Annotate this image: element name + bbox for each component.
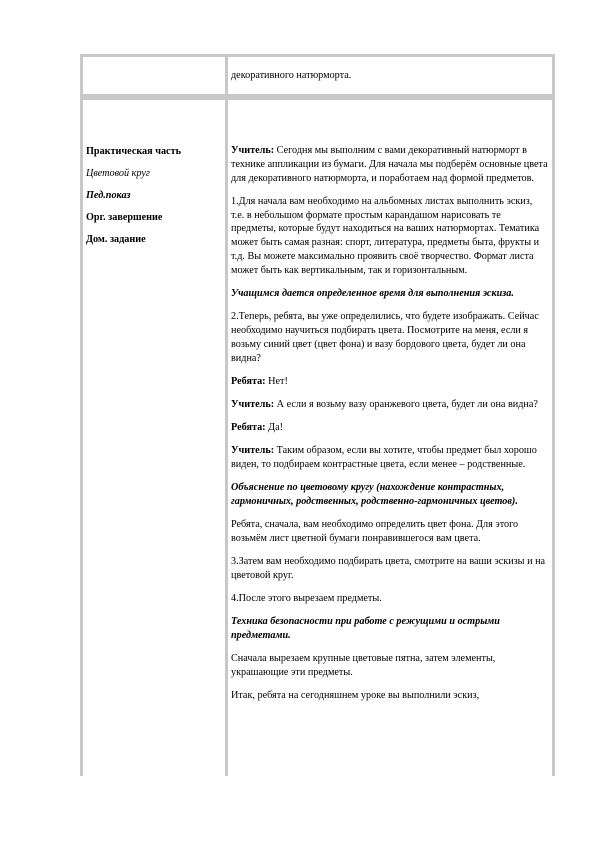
paragraph-text: Ребята, сначала, вам необходимо определить цвет фона. Для этого возьмём лист цветной бумаги понравившегося вам цвета. xyxy=(231,519,519,545)
lesson-content xyxy=(228,100,552,703)
speaker-label: Ребята: xyxy=(231,422,266,434)
stage-cell xyxy=(80,54,225,97)
dialogue-line xyxy=(231,444,548,472)
stage-label: Пед.показ xyxy=(86,190,131,201)
paragraph xyxy=(231,652,548,680)
lesson-plan-table xyxy=(80,54,555,776)
speaker-label: Учитель: xyxy=(231,145,275,156)
dialogue-line xyxy=(231,421,548,435)
stage-label: Практическая часть xyxy=(86,146,181,157)
table-row xyxy=(80,54,555,97)
speaker-label: Учитель: xyxy=(231,398,275,410)
paragraph-text: Таким образом, если вы хотите, чтобы предмет был хорошо виден, то подбираем контрастные цвета, если менее – родственные. xyxy=(231,445,537,471)
paragraph xyxy=(231,195,548,278)
paragraph: декоративного натюрморта. xyxy=(231,70,352,81)
paragraph xyxy=(231,592,548,606)
paragraph xyxy=(231,555,548,583)
teacher-note: Учащимся дается определенное время для выполнения эскиза. xyxy=(231,287,514,299)
content-cell xyxy=(225,54,555,97)
paragraph-text: Итак, ребята на сегодняшнем уроке вы выполнили эскиз, xyxy=(231,690,480,702)
stage-label: Цветовой круг xyxy=(86,168,150,179)
dialogue-line xyxy=(231,398,548,412)
paragraph xyxy=(231,310,548,365)
content-cell xyxy=(225,97,555,776)
paragraph-text: 3.Затем вам необходимо подбирать цвета, смотрите на ваши эскизы и на цветовой круг. xyxy=(231,556,546,582)
paragraph-text: 1.Для начала вам необходимо на альбомных листах выполнить эскиз, т.е. в небольшом формате простым карандашом нарисовать те предметы, которые будут находиться на ваших натюрмортах. Тематика может быть самая разная: спорт, литература, предметы быта, фрукты и т.д. Вы можете максимально проявить своё творчество. Формат листа может быть как вертикальным, так и горизонтальным. xyxy=(231,195,540,276)
stage-list xyxy=(83,100,225,249)
stage-cell xyxy=(80,97,225,776)
speaker-label: Учитель: xyxy=(231,445,275,457)
speaker-label: Ребята: xyxy=(231,375,266,387)
dialogue-line xyxy=(231,375,548,389)
paragraph-text: 4.После этого вырезаем предметы. xyxy=(231,593,382,605)
paragraph-text: Да! xyxy=(265,422,283,434)
dialogue-line xyxy=(231,144,548,185)
teacher-note: Объяснение по цветовому кругу (нахождение контрастных, гармоничных, родственных, родственно-гармоничных цветов). xyxy=(231,482,518,508)
paragraph-text: Сначала вырезаем крупные цветовые пятна, затем элементы, украшающие эти предметы. xyxy=(231,653,496,679)
table-row xyxy=(80,97,555,776)
paragraph-text: Нет! xyxy=(265,375,288,387)
paragraph-text: 2.Теперь, ребята, вы уже определились, что будете изображать. Сейчас необходимо научиться подбирать цвета. Посмотрите на меня, если я возьму синий цвет (цвет фона) и вазу бордового цвета, будет ли она видна? xyxy=(231,311,539,364)
paragraph-text: А если я возьму вазу оранжевого цвета, будет ли она видна? xyxy=(274,398,538,410)
teacher-note: Техника безопасности при работе с режущими и острыми предметами. xyxy=(231,616,500,642)
stage-label: Дом. задание xyxy=(86,234,146,245)
paragraph xyxy=(231,689,548,703)
paragraph-text: Сегодня мы выполним с вами декоративный натюрморт в технике аппликации из бумаги. Для начала мы подберём основные цвета для декоративного натюрморта, и поработаем над формой предметов. xyxy=(231,145,548,184)
stage-label: Орг. завершение xyxy=(86,212,163,223)
paragraph xyxy=(231,518,548,546)
